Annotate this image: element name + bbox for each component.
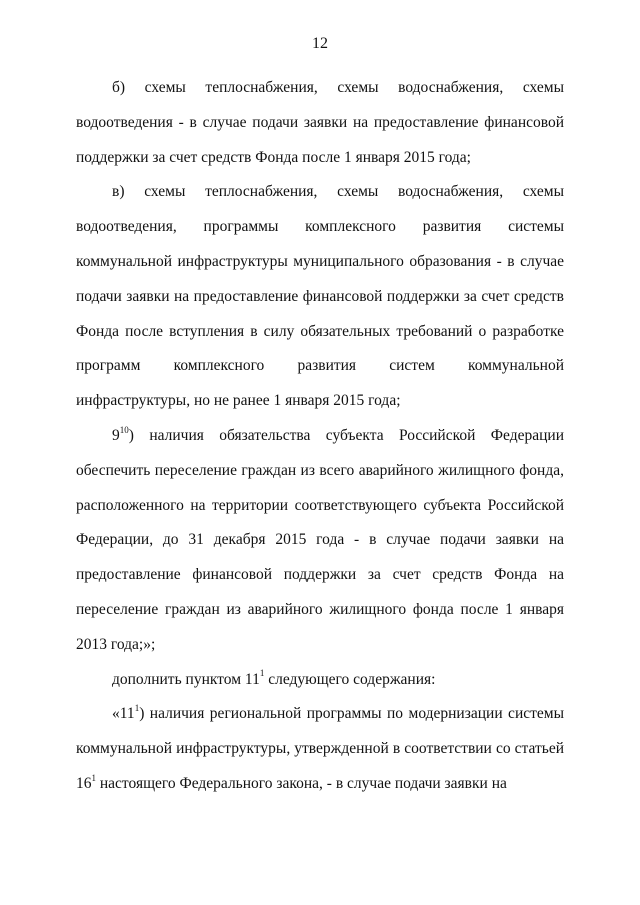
article-superscript: 1: [91, 772, 96, 783]
item-superscript: 1: [259, 668, 265, 679]
instruction-text: дополнить пунктом 11: [112, 670, 260, 688]
paragraph-subitem-b: б) схемы теплоснабжения, схемы водоснабжения, схемы водоотведения - в случае подачи заявки на предоставление финансовой поддержки за счет средств Фонда после 1 января 2015 года;: [76, 79, 564, 166]
instruction-text-end: следующего содержания:: [264, 670, 436, 688]
item-number: «11: [112, 705, 135, 723]
item-superscript: 1: [134, 703, 140, 714]
item-number: 9: [112, 426, 120, 444]
paragraph-text: ) наличия региональной программы по модернизации системы коммунальной инфраструктуры, утвержденной в соответствии со статьей 16: [76, 705, 564, 792]
paragraph-item-9-10: [76, 419, 564, 663]
paragraph-text: ) наличия обязательства субъекта Российской Федерации обеспечить переселение граждан из всего аварийного жилищного фонда, расположенного на территории соответствующего субъекта Российской Федерации, до 31 декабря 2015 года - в случае подачи заявки на предоставление финансовой поддержки за счет средств Фонда на переселение граждан из аварийного жилищного фонда после 1 января 2013 года;»;: [76, 426, 564, 653]
page-number: 12: [312, 35, 328, 52]
paragraph-amendment-instruction: [76, 663, 564, 698]
item-superscript: 10: [119, 424, 129, 435]
paragraph-item-11-1: [76, 697, 564, 801]
paragraph-text-end: настоящего Федерального закона, - в случае подачи заявки на: [96, 774, 507, 792]
document-body: [76, 71, 564, 802]
paragraph-subitem-v: в) схемы теплоснабжения, схемы водоснабжения, схемы водоотведения, программы комплексного развития системы коммунальной инфраструктуры муниципального образования - в случае подачи заявки на предоставление финансовой поддержки за счет средств Фонда после вступления в силу обязательных требований о разработке программ комплексного развития систем коммунальной инфраструктуры, но не ранее 1 января 2015 года;: [76, 183, 564, 410]
